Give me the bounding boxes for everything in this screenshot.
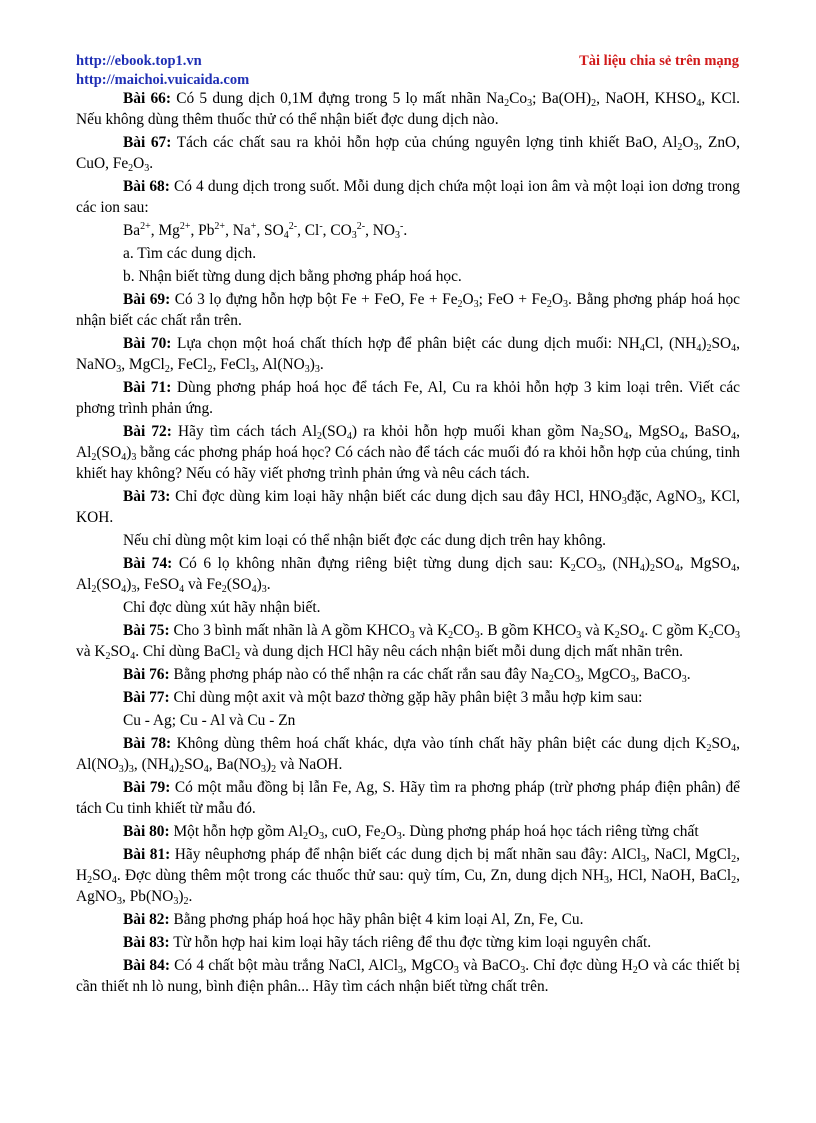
exercise-number: Bài 70:	[123, 335, 172, 352]
exercise-number: Bài 79:	[123, 779, 171, 796]
exercise-text: Tách các chất sau ra khỏi hỗn hợp của chúng nguyên lợng tinh khiết BaO, $Al_2O_3$, ZnO, CuO, $Fe_2O_3$.	[76, 134, 741, 174]
exercise-text: Nếu chỉ dùng một kim loại có thể nhận biết đợc các dung dịch trên hay không.	[123, 532, 606, 549]
exercise-subparagraph	[76, 220, 740, 241]
exercise-text: Hãy tìm cách tách $Al_2(SO_4)$ ra khỏi hỗn hợp muối khan gồm $Na_2SO_4$, MgSO$_4$, BaSO$_4$, $Al_2(SO_4)_3$ bằng các phơng pháp hoá học? Có cách nào để tách các muối đó ra khỏi hỗn hợp của chúng, tinh khiết hay không? Nếu có hãy viết phơng trình phản ứng và nêu cách tách.	[76, 423, 741, 482]
exercise-paragraph	[76, 421, 740, 484]
exercise-paragraph	[76, 132, 740, 174]
exercise-list	[76, 88, 740, 999]
exercise-number: Bài 84:	[123, 957, 170, 974]
exercise-paragraph	[76, 687, 740, 708]
exercise-text: Cho 3 bình mất nhãn là A gồm $KHCO_3$ và $K_2CO_3$. B gồm $KHCO_3$ và $K_2SO_4$. C gồm $K_2CO_3$ và $K_2SO_4$. Chỉ dùng BaCl$_2$ và dung dịch HCl hãy nêu cách nhận biết mỗi dung dịch mất nhãn trên.	[76, 622, 740, 662]
exercise-text: Có một mẫu đồng bị lẫn Fe, Ag, S. Hãy tìm ra phơng pháp (trừ phơng pháp điện phân) để tách Cu tinh khiết từ mẫu đó.	[76, 779, 740, 817]
exercise-text: Không dùng thêm hoá chất khác, dựa vào tính chất hãy phân biệt các dung dịch $K_2SO_4$, $Al(NO_3)_3$, $(NH_4)_2SO_4$, $Ba(NO_3)_2$ và NaOH.	[76, 735, 740, 775]
exercise-paragraph	[76, 733, 740, 775]
exercise-subparagraph	[76, 530, 740, 551]
exercise-text: Từ hỗn hợp hai kim loại hãy tách riêng để thu đợc từng kim loại nguyên chất.	[173, 934, 652, 951]
exercise-paragraph	[76, 377, 740, 419]
exercise-text: b. Nhận biết từng dung dịch bằng phơng pháp hoá học.	[123, 268, 462, 285]
exercise-text: $Ba^{2+}$, $Mg^{2+}$, $Pb^{2+}$, Na+, $SO_4^{2-}$, Cl-, $CO_3^{2-}$, $NO_3^-$.	[123, 221, 408, 241]
exercise-number: Bài 82:	[123, 911, 170, 928]
exercise-number: Bài 75:	[123, 622, 170, 639]
exercise-number: Bài 81:	[123, 846, 171, 863]
exercise-text: Cu - Ag; Cu - Al và Cu - Zn	[123, 712, 296, 729]
exercise-paragraph	[76, 333, 740, 375]
exercise-subparagraph	[76, 243, 740, 264]
exercise-number: Bài 67:	[123, 134, 172, 151]
exercise-text: Chỉ đợc dùng kim loại hãy nhận biết các dung dịch sau đây HCl, $HNO_3đặc$, AgNO$_3$, KCl, KOH.	[76, 488, 740, 526]
exercise-paragraph	[76, 620, 740, 662]
exercise-number: Bài 74:	[123, 555, 173, 572]
exercise-paragraph	[76, 821, 740, 842]
exercise-text: Dùng phơng pháp hoá học để tách Fe, Al, Cu ra khỏi hỗn hợp 3 kim loại trên. Viết các phơng trình phản ứng.	[76, 379, 740, 417]
exercise-text: Chỉ dùng một axit và một bazơ thờng gặp hãy phân biệt 3 mẫu hợp kim sau:	[173, 689, 643, 706]
exercise-number: Bài 68:	[123, 178, 170, 195]
exercise-subparagraph	[76, 266, 740, 287]
exercise-text: a. Tìm các dung dịch.	[123, 245, 257, 262]
exercise-subparagraph	[76, 710, 740, 731]
exercise-text: Có 5 dung dịch 0,1M đựng trong 5 lọ mất nhãn $Na_2Co_3$; $Ba(OH)_2$, NaOH, $KHSO_4$, KCl. Nếu không dùng thêm thuốc thử có thể nhận biết đợc dung dịch nào.	[76, 90, 740, 128]
exercise-paragraph	[76, 844, 740, 907]
exercise-number: Bài 83:	[123, 934, 170, 951]
exercise-number: Bài 80:	[123, 823, 170, 840]
exercise-text: Bằng phơng pháp nào có thể nhận ra các chất rắn sau đây $Na_2CO_3$, MgCO$_3$, BaCO$_3$.	[173, 666, 691, 685]
exercise-paragraph	[76, 777, 740, 819]
exercise-number: Bài 73:	[123, 488, 171, 505]
exercise-text: Có 4 dung dịch trong suốt. Mỗi dung dịch chứa một loại ion âm và một loại ion dơng trong các ion sau:	[76, 178, 740, 216]
exercise-paragraph	[76, 955, 740, 997]
exercise-number: Bài 78:	[123, 735, 172, 752]
exercise-text: Lựa chọn một hoá chất thích hợp để phân biệt các dung dịch muối: $NH_4Cl$, $(NH_4)_2SO_4$, NaNO$_3$, MgCl$_2$, FeCl$_2$, FeCl$_3$, $Al(NO_3)_3$.	[76, 335, 740, 375]
header-caption: Tài liệu chia sẻ trên mạng	[579, 53, 739, 69]
header-link-ebook[interactable]: http://ebook.top1.vn	[76, 53, 202, 69]
exercise-paragraph	[76, 289, 740, 331]
exercise-text: Chỉ đợc dùng xút hãy nhận biết.	[123, 599, 321, 616]
exercise-text: Có 6 lọ không nhãn đựng riêng biệt từng dung dịch sau: $K_2CO_3$, $(NH_4)_2SO_4$, MgSO$_4$, $Al_2(SO_4)_3$, FeSO$_4$ và $Fe_2(SO_4)_3$.	[76, 555, 740, 595]
exercise-number: Bài 66:	[123, 90, 171, 107]
exercise-paragraph	[76, 486, 740, 528]
exercise-text: Hãy nêuphơng pháp để nhận biết các dung dịch bị mất nhãn sau đây: AlCl$_3$, NaCl, MgCl$_2$, $H_2SO_4$. Đợc dùng thêm một trong các thuốc thử sau: quỳ tím, Cu, Zn, dung dịch $NH_3$, HCl, NaOH, BaCl$_2$, AgNO$_3$, $Pb(NO_3)_2$.	[76, 846, 740, 907]
exercise-paragraph	[76, 553, 740, 595]
exercise-subparagraph	[76, 597, 740, 618]
exercise-number: Bài 69:	[123, 291, 171, 308]
exercise-paragraph	[76, 909, 740, 930]
exercise-paragraph	[76, 88, 740, 130]
exercise-text: Có 4 chất bột màu trắng NaCl, AlCl$_3$, MgCO$_3$ và BaCO$_3$. Chỉ đợc dùng $H_2O$ và các thiết bị cần thiết nh lò nung, bình điện phân... Hãy tìm cách nhận biết từng chất trên.	[76, 957, 740, 995]
exercise-number: Bài 71:	[123, 379, 172, 396]
exercise-paragraph	[76, 176, 740, 218]
header-link-maichoi[interactable]: http://maichoi.vuicaida.com	[76, 72, 250, 88]
exercise-number: Bài 72:	[123, 423, 172, 440]
exercise-paragraph	[76, 932, 740, 953]
exercise-number: Bài 77:	[123, 689, 170, 706]
exercise-text: Một hỗn hợp gồm $Al_2O_3$, cuO, $Fe_2O_3$. Dùng phơng pháp hoá học tách riêng từng chất	[173, 823, 699, 842]
exercise-text: Có 3 lọ đựng hỗn hợp bột Fe + FeO, $Fe + Fe_2O_3$; FeO + $Fe_2O_3$. Bằng phơng pháp hoá học nhận biết các chất rắn trên.	[76, 291, 740, 329]
exercise-paragraph	[76, 664, 740, 685]
exercise-text: Bằng phơng pháp hoá học hãy phân biệt 4 kim loại Al, Zn, Fe, Cu.	[173, 911, 584, 928]
exercise-number: Bài 76:	[123, 666, 170, 683]
